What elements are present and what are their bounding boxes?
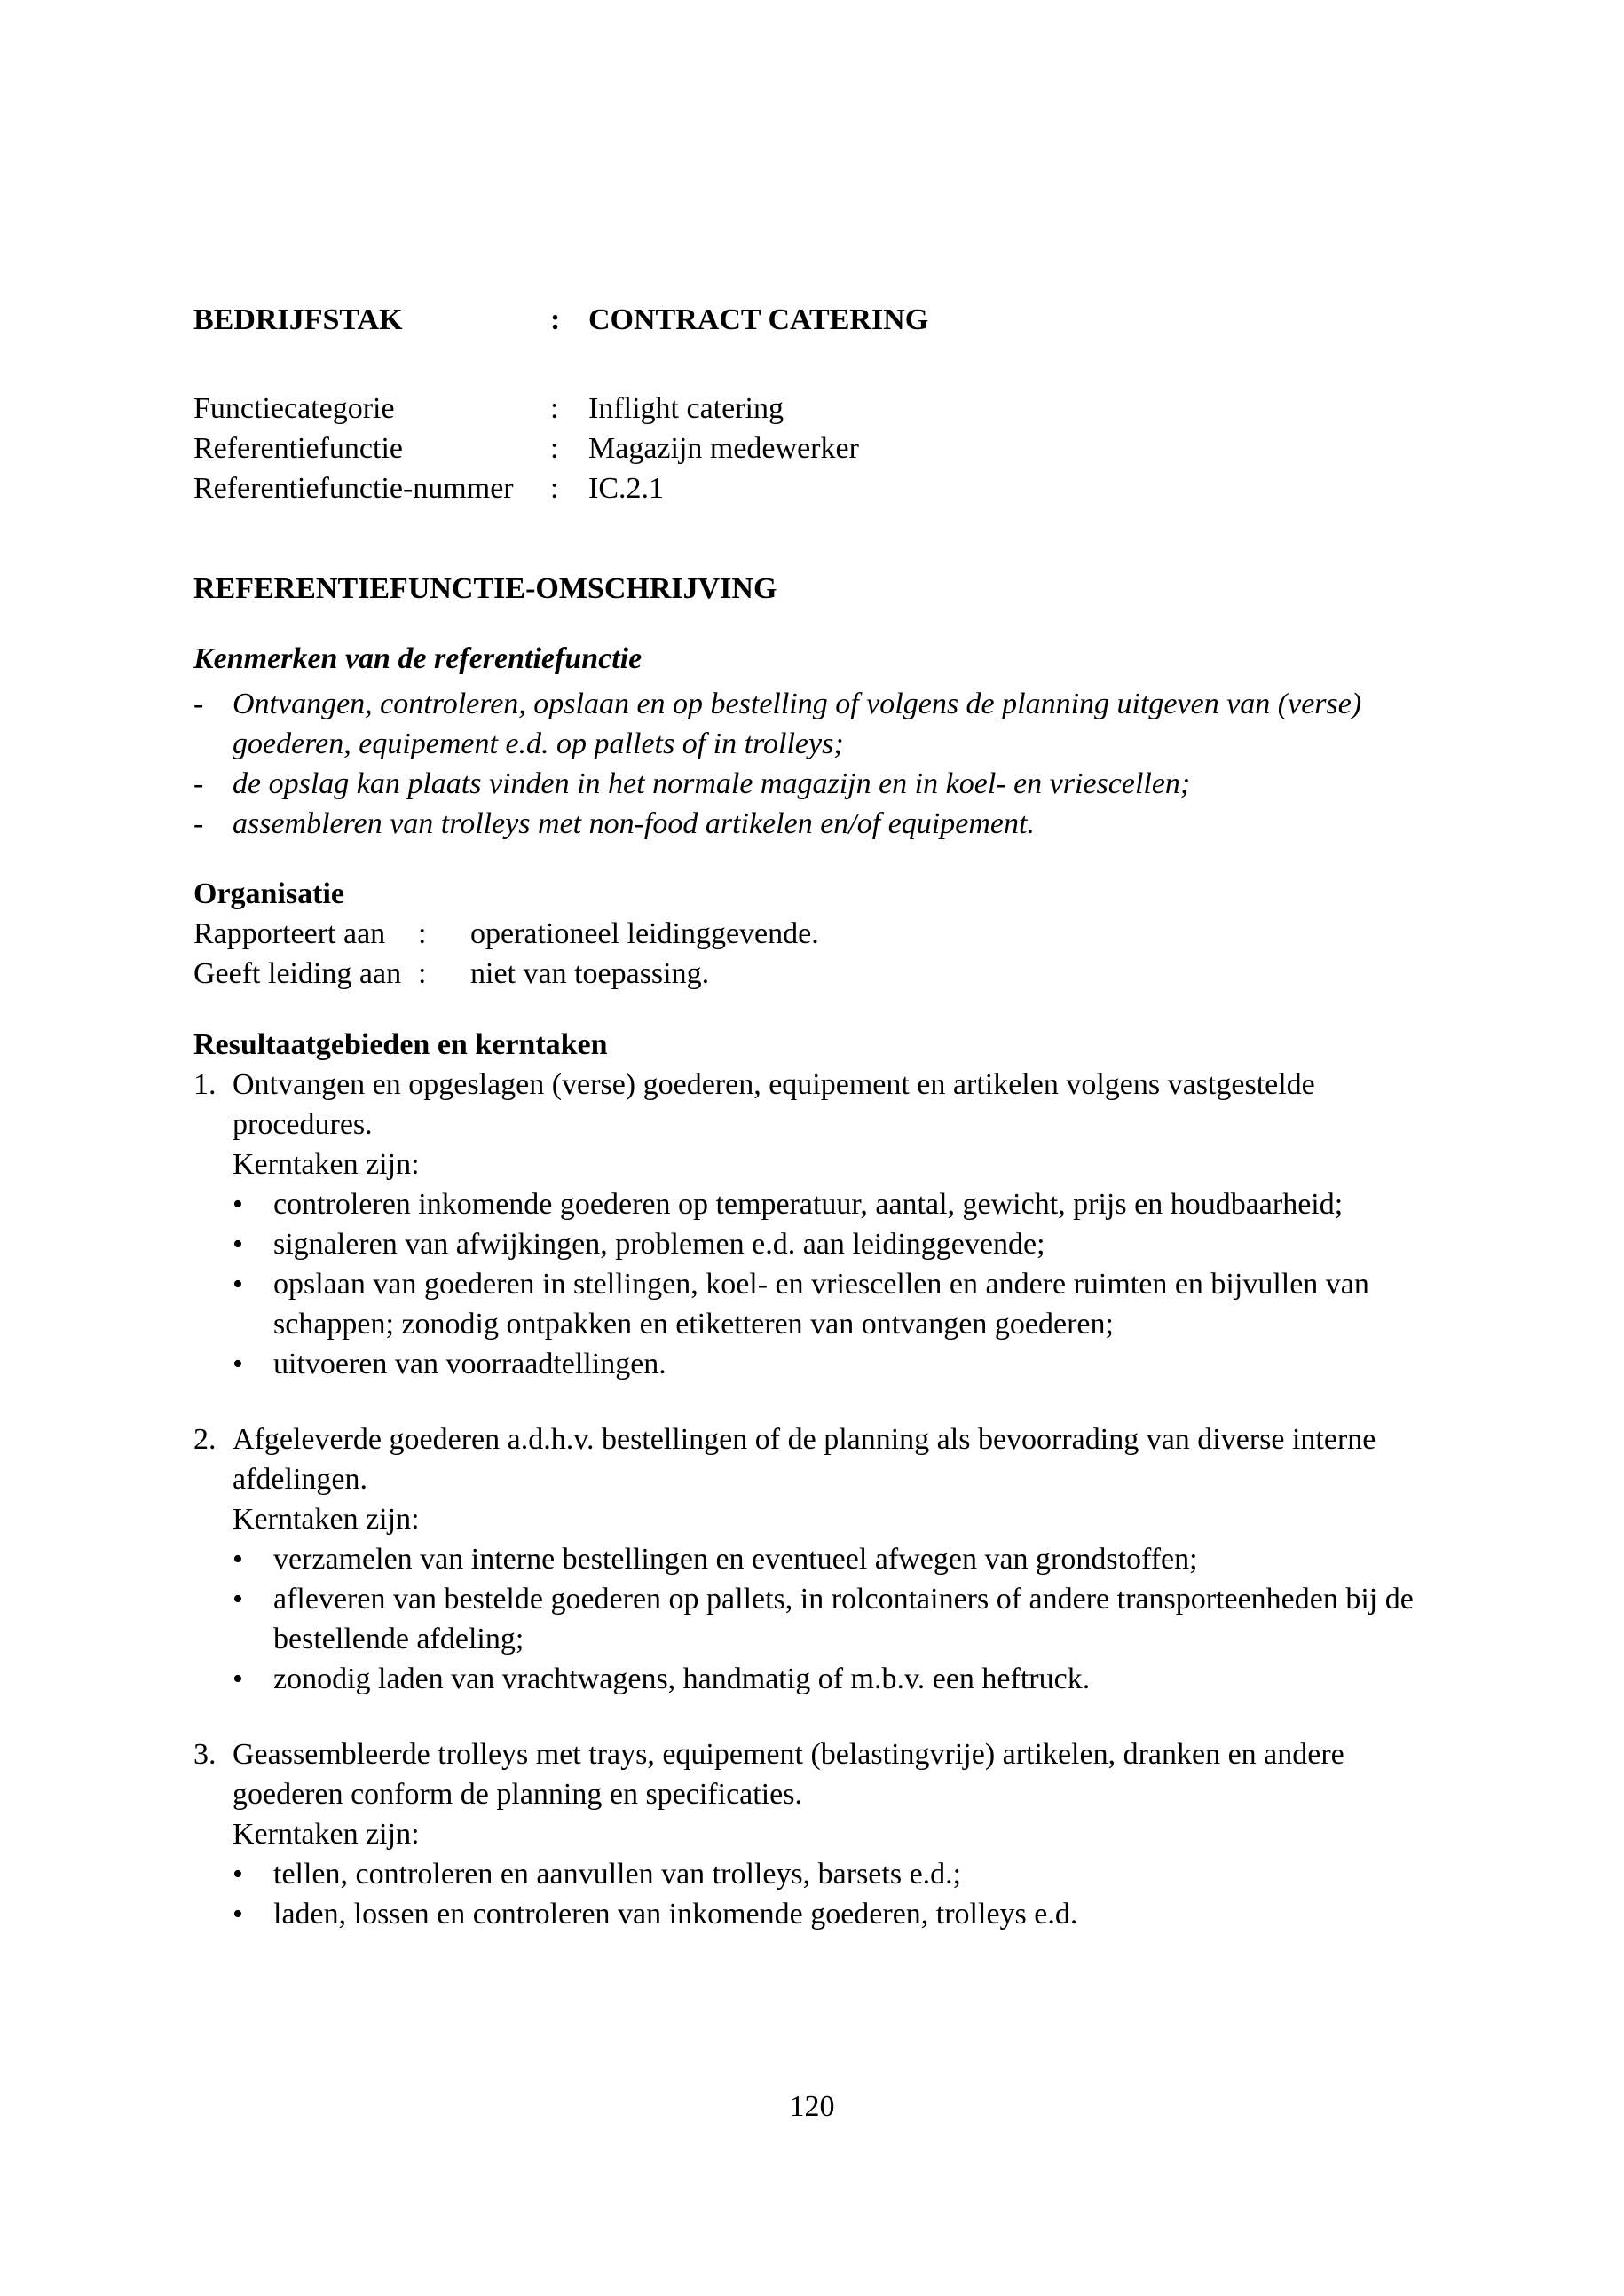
header-value-bedrijfstak: CONTRACT CATERING — [588, 303, 929, 336]
bullet-marker: • — [233, 1583, 243, 1616]
bullet-marker: • — [233, 1898, 243, 1930]
header-colon: : — [550, 392, 559, 425]
section-title-omschrijving: REFERENTIEFUNCTIE-OMSCHRIJVING — [193, 572, 777, 605]
list-item — [193, 684, 1436, 764]
task-text: tellen, controleren en aanvullen van trolleys, barsets e.d.; — [273, 1858, 962, 1891]
task-text: signaleren van afwijkingen, problemen e.d. aan leidinggevende; — [273, 1228, 1045, 1261]
page-number: 120 — [789, 2090, 835, 2123]
task-item — [233, 1539, 1436, 1579]
bullet-marker: • — [233, 1348, 243, 1380]
numbered-item-3 — [193, 1734, 1436, 1934]
task-item — [233, 1344, 1436, 1384]
list-item — [193, 764, 1436, 804]
task-text: uitvoeren van voorraadtellingen. — [273, 1348, 666, 1380]
organisatie-value-geeft-leiding: niet van toepassing. — [470, 957, 710, 990]
bullet-marker: • — [233, 1663, 243, 1695]
task-item — [233, 1184, 1436, 1224]
header-row-referentiefunctie-nummer — [193, 468, 1436, 508]
list-item — [193, 804, 1436, 844]
item-body — [233, 1734, 1436, 1934]
task-text: afleveren van bestelde goederen op pallets, in rolcontainers of andere transporteenheden bij de bestellende afdeling; — [273, 1583, 1414, 1655]
kenmerken-item-text: Ontvangen, controleren, opslaan en op bestelling of volgens de planning uitgeven van (verse) goederen, equipement e.d. op pallets of in trolleys; — [233, 688, 1362, 760]
subsection-title-organisatie: Organisatie — [193, 877, 344, 910]
header-row-functiecategorie — [193, 389, 1436, 429]
subsection-title-kenmerken: Kenmerken van de referentiefunctie — [193, 642, 643, 675]
header-row-bedrijfstak — [193, 300, 1436, 340]
kerntaken-label: Kerntaken zijn: — [233, 1503, 420, 1536]
item-body — [233, 1419, 1436, 1699]
organisatie-value-rapporteert: operationeel leidinggevende. — [470, 917, 819, 950]
kenmerken-item-text: de opslag kan plaats vinden in het normale magazijn en in koel- en vriescellen; — [233, 767, 1191, 800]
dash-marker: - — [193, 807, 204, 840]
header-colon: : — [550, 432, 559, 465]
numbered-item-2 — [193, 1419, 1436, 1699]
task-item — [233, 1224, 1436, 1264]
task-text: controleren inkomende goederen op temperatuur, aantal, gewicht, prijs en houdbaarheid; — [273, 1188, 1344, 1221]
item-number: 2. — [193, 1423, 217, 1456]
dash-marker: - — [193, 688, 204, 720]
task-text: laden, lossen en controleren van inkomende goederen, trolleys e.d. — [273, 1898, 1078, 1930]
document-content — [193, 300, 1436, 1934]
organisatie-colon: : — [418, 917, 427, 950]
header-value-referentiefunctie: Magazijn medewerker — [588, 432, 859, 465]
header-value-referentiefunctie-nummer: IC.2.1 — [588, 472, 664, 505]
header-row-referentiefunctie — [193, 429, 1436, 468]
header-label-functiecategorie: Functiecategorie — [193, 392, 395, 425]
item-body — [233, 1065, 1436, 1384]
task-item — [233, 1579, 1436, 1659]
organisatie-label-geeft-leiding: Geeft leiding aan — [193, 957, 402, 990]
organisatie-colon: : — [418, 957, 427, 990]
task-text: opslaan van goederen in stellingen, koel- en vriescellen en andere ruimten en bijvullen van schappen; zonodig ontpakken en etiketteren van ontvangen goederen; — [273, 1268, 1369, 1341]
task-item — [233, 1854, 1436, 1894]
bullet-marker: • — [233, 1268, 243, 1301]
kerntaken-label: Kerntaken zijn: — [233, 1818, 420, 1851]
header-value-functiecategorie: Inflight catering — [588, 392, 784, 425]
header-label-referentiefunctie: Referentiefunctie — [193, 432, 403, 465]
kenmerken-item-text: assembleren van trolleys met non-food artikelen en/of equipement. — [233, 807, 1035, 840]
dash-marker: - — [193, 767, 204, 800]
bullet-marker: • — [233, 1858, 243, 1891]
item-number: 1. — [193, 1068, 217, 1101]
bullet-marker: • — [233, 1543, 243, 1576]
bullet-marker: • — [233, 1228, 243, 1261]
header-colon: : — [550, 472, 559, 505]
task-item — [233, 1659, 1436, 1699]
item-intro: Geassembleerde trolleys met trays, equipement (belastingvrije) artikelen, dranken en andere goederen conform de planning en specificaties. — [233, 1738, 1344, 1811]
kerntaken-label: Kerntaken zijn: — [233, 1148, 420, 1181]
numbered-item-1 — [193, 1065, 1436, 1384]
task-item — [233, 1264, 1436, 1344]
task-text: zonodig laden van vrachtwagens, handmatig of m.b.v. een heftruck. — [273, 1663, 1091, 1695]
organisatie-row-geeft-leiding — [193, 954, 1436, 994]
task-text: verzamelen van interne bestellingen en eventueel afwegen van grondstoffen; — [273, 1543, 1198, 1576]
bullet-marker: • — [233, 1188, 243, 1221]
item-number: 3. — [193, 1738, 217, 1771]
item-intro: Afgeleverde goederen a.d.h.v. bestellingen of de planning als bevoorrading van diverse interne afdelingen. — [233, 1423, 1376, 1496]
organisatie-label-rapporteert: Rapporteert aan — [193, 917, 386, 950]
subsection-title-resultaatgebieden: Resultaatgebieden en kerntaken — [193, 1028, 608, 1061]
kenmerken-list — [193, 684, 1436, 844]
header-colon: : — [550, 303, 561, 336]
item-intro: Ontvangen en opgeslagen (verse) goederen, equipement en artikelen volgens vastgestelde procedures. — [233, 1068, 1315, 1141]
organisatie-row-rapporteert — [193, 914, 1436, 954]
header-label-bedrijfstak: BEDRIJFSTAK — [193, 303, 403, 336]
task-item — [233, 1894, 1436, 1934]
header-label-referentiefunctie-nummer: Referentiefunctie-nummer — [193, 472, 514, 505]
